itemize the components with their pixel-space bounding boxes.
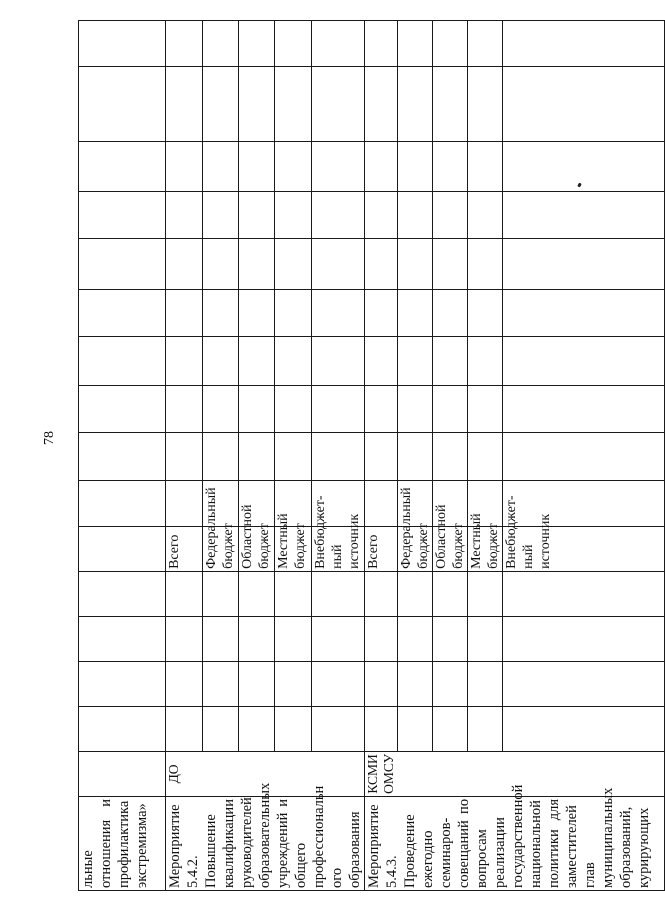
empty-cell — [274, 432, 311, 480]
activity-name-line: курирующих — [636, 807, 652, 888]
empty-cell — [79, 21, 166, 67]
empty-cell — [398, 191, 433, 239]
source-label: Областной — [239, 504, 255, 569]
empty-cell — [468, 191, 503, 239]
empty-cell — [238, 337, 274, 386]
empty-cell — [398, 239, 433, 289]
empty-cell — [468, 386, 503, 432]
empty-cell — [166, 289, 203, 337]
activity-name-line: квалификации — [221, 799, 237, 888]
empty-cell — [503, 67, 665, 142]
table-row — [365, 21, 398, 891]
empty-cell — [238, 432, 274, 480]
activity-name-line: Повышение — [203, 814, 219, 888]
empty-cell — [166, 239, 203, 289]
empty-cell — [166, 571, 203, 616]
empty-cell — [274, 191, 311, 239]
activity-name-line: Проведение — [402, 814, 418, 888]
empty-cell — [468, 142, 503, 191]
activity-name-line: отношения и — [98, 798, 114, 888]
empty-cell — [202, 661, 238, 706]
activity-name-line: общего — [293, 842, 309, 888]
empty-cell — [166, 706, 203, 751]
page-number: 78 — [42, 431, 57, 445]
source-label: Федеральный — [203, 487, 219, 569]
empty-cell — [311, 191, 364, 239]
empty-cell — [166, 21, 203, 67]
empty-cell — [311, 239, 364, 289]
activity-name-line: льные — [80, 850, 96, 888]
empty-cell — [468, 337, 503, 386]
table-row — [166, 21, 203, 891]
empty-cell — [202, 191, 238, 239]
empty-cell — [311, 661, 364, 706]
empty-cell — [398, 289, 433, 337]
empty-cell — [365, 191, 398, 239]
source-label: бюджет — [486, 523, 501, 569]
empty-cell — [311, 706, 364, 751]
table-row — [79, 21, 166, 891]
source-label: бюджет — [220, 523, 236, 569]
empty-cell — [503, 571, 665, 616]
activity-name-line: руководителей — [239, 797, 255, 888]
empty-cell — [238, 661, 274, 706]
activity-name-line: глав — [582, 862, 598, 888]
empty-cell — [398, 142, 433, 191]
empty-cell — [398, 337, 433, 386]
activity-name-line: политики для — [546, 798, 562, 888]
empty-cell — [468, 432, 503, 480]
empty-cell — [311, 616, 364, 661]
empty-cell — [365, 616, 398, 661]
empty-cell — [311, 142, 364, 191]
responsible-cell: КСМИ ОМСУ — [365, 751, 665, 796]
empty-cell — [433, 337, 468, 386]
activity-name-line: совещаний по — [456, 798, 472, 888]
empty-cell — [365, 21, 398, 67]
source-label: бюджет — [416, 523, 431, 569]
source-label: бюджет — [256, 523, 272, 569]
empty-cell — [311, 21, 364, 67]
empty-cell — [238, 142, 274, 191]
empty-cell — [433, 191, 468, 239]
empty-cell — [398, 21, 433, 67]
empty-cell — [238, 706, 274, 751]
empty-cell — [398, 661, 433, 706]
empty-cell — [503, 386, 665, 432]
source-cell — [503, 495, 665, 571]
empty-cell — [468, 67, 503, 142]
empty-cell — [468, 706, 503, 751]
empty-cell — [311, 432, 364, 480]
activity-name-line: 5.4.3. — [384, 855, 400, 888]
empty-cell — [311, 337, 364, 386]
empty-cell — [238, 571, 274, 616]
empty-cell — [365, 386, 398, 432]
empty-cell — [365, 661, 398, 706]
budget-table — [78, 20, 665, 891]
empty-cell — [365, 480, 398, 526]
empty-cell — [238, 21, 274, 67]
empty-cell — [79, 386, 166, 432]
empty-cell — [433, 661, 468, 706]
empty-cell — [166, 386, 203, 432]
empty-cell — [274, 616, 311, 661]
empty-cell — [202, 571, 238, 616]
empty-cell — [398, 706, 433, 751]
empty-cell — [274, 239, 311, 289]
empty-cell — [398, 386, 433, 432]
source-cell — [274, 513, 311, 571]
empty-cell — [503, 191, 665, 239]
empty-cell — [468, 661, 503, 706]
empty-cell — [202, 706, 238, 751]
source-cell — [202, 487, 238, 571]
activity-name-line: 5.4.2. — [185, 855, 201, 888]
activity-name-line: экстремизма» — [134, 803, 150, 888]
activity-name-line: ежегодно — [420, 830, 436, 888]
activity-name-line: заместителей — [564, 805, 580, 888]
empty-cell — [503, 480, 665, 526]
empty-cell — [166, 661, 203, 706]
empty-cell — [433, 21, 468, 67]
empty-cell — [202, 142, 238, 191]
empty-cell — [79, 616, 166, 661]
empty-cell — [433, 706, 468, 751]
empty-cell — [274, 337, 311, 386]
empty-cell — [468, 21, 503, 67]
empty-cell — [433, 67, 468, 142]
empty-cell — [202, 337, 238, 386]
rotated-table-container — [78, 20, 652, 891]
empty-cell — [79, 480, 166, 526]
source-label: Всего — [366, 534, 381, 569]
empty-cell — [79, 432, 166, 480]
activity-name-line: образовательных — [257, 782, 273, 888]
source-label: Местный — [275, 513, 291, 569]
activity-name-line: ого образования — [329, 811, 363, 888]
activity-name-line: Мероприятие — [366, 804, 382, 888]
empty-cell — [503, 142, 665, 191]
empty-cell — [365, 289, 398, 337]
empty-cell — [503, 21, 665, 67]
empty-cell — [79, 571, 166, 616]
empty-cell — [238, 191, 274, 239]
empty-cell — [274, 706, 311, 751]
activity-name-line: профилактика — [116, 800, 132, 888]
empty-cell — [202, 432, 238, 480]
empty-cell — [503, 616, 665, 661]
source-label: Федеральный — [399, 487, 414, 569]
empty-cell — [311, 386, 364, 432]
empty-cell — [433, 239, 468, 289]
empty-cell — [468, 616, 503, 661]
empty-cell — [166, 480, 203, 526]
empty-cell — [433, 432, 468, 480]
empty-cell — [202, 616, 238, 661]
activity-name-line: вопросам — [474, 829, 490, 888]
source-label: бюджет — [292, 523, 308, 569]
source-cell — [365, 526, 398, 571]
empty-cell — [311, 571, 364, 616]
empty-cell — [365, 706, 398, 751]
empty-cell — [274, 386, 311, 432]
empty-cell — [365, 337, 398, 386]
activity-name-line: реализации — [492, 817, 508, 888]
source-label: бюджет — [451, 523, 466, 569]
activity-name-line: Мероприятие — [167, 804, 183, 888]
empty-cell — [166, 142, 203, 191]
activity-name-cell — [365, 784, 665, 890]
empty-cell — [238, 616, 274, 661]
activity-name-line: образований, — [618, 806, 634, 888]
activity-name-line: государственной — [510, 784, 526, 888]
empty-cell — [311, 289, 364, 337]
empty-cell — [398, 432, 433, 480]
responsible-cell — [79, 751, 166, 796]
source-label: ный источник — [521, 513, 553, 569]
empty-cell — [79, 337, 166, 386]
empty-cell — [398, 616, 433, 661]
empty-cell — [202, 239, 238, 289]
empty-cell — [79, 191, 166, 239]
source-label: Внебюджет- — [312, 495, 328, 569]
empty-cell — [238, 67, 274, 142]
empty-cell — [166, 337, 203, 386]
source-cell — [238, 504, 274, 571]
empty-cell — [166, 432, 203, 480]
empty-cell — [503, 432, 665, 480]
empty-cell — [433, 386, 468, 432]
empty-cell — [238, 289, 274, 337]
empty-cell — [166, 67, 203, 142]
empty-cell — [365, 432, 398, 480]
empty-cell — [274, 661, 311, 706]
empty-cell — [238, 386, 274, 432]
empty-cell — [468, 571, 503, 616]
source-cell — [311, 495, 364, 571]
empty-cell — [503, 337, 665, 386]
empty-cell — [503, 706, 665, 751]
responsible-cell: ДО — [166, 751, 365, 796]
empty-cell — [503, 239, 665, 289]
source-cell — [468, 513, 503, 571]
source-label: Всего — [167, 534, 182, 569]
empty-cell — [274, 289, 311, 337]
empty-cell — [202, 289, 238, 337]
activity-name-line: учреждений и — [275, 798, 291, 888]
empty-cell — [202, 67, 238, 142]
empty-cell — [311, 67, 364, 142]
source-cell — [398, 487, 433, 571]
empty-cell — [365, 571, 398, 616]
empty-cell — [433, 289, 468, 337]
activity-name-cell — [166, 782, 365, 890]
empty-cell — [202, 21, 238, 67]
empty-cell — [503, 661, 665, 706]
source-label: Местный — [469, 513, 484, 569]
empty-cell — [365, 239, 398, 289]
empty-cell — [166, 616, 203, 661]
activity-name-line: национальной — [528, 800, 544, 888]
source-label: Внебюджет- — [504, 495, 519, 569]
source-cell — [79, 526, 166, 571]
empty-cell — [79, 239, 166, 289]
empty-cell — [274, 142, 311, 191]
empty-cell — [468, 239, 503, 289]
empty-cell — [468, 289, 503, 337]
empty-cell — [398, 571, 433, 616]
empty-cell — [365, 67, 398, 142]
empty-cell — [433, 142, 468, 191]
empty-cell — [79, 706, 166, 751]
activity-name-line: профессиональн — [311, 785, 327, 888]
empty-cell — [274, 21, 311, 67]
empty-cell — [274, 67, 311, 142]
empty-cell — [166, 191, 203, 239]
empty-cell — [274, 571, 311, 616]
source-label: Областной — [434, 504, 449, 569]
source-cell — [166, 526, 203, 571]
empty-cell — [398, 67, 433, 142]
source-cell — [433, 504, 468, 571]
activity-name-line: муниципальных — [600, 787, 616, 888]
empty-cell — [238, 239, 274, 289]
empty-cell — [365, 142, 398, 191]
empty-cell — [79, 661, 166, 706]
empty-cell — [79, 289, 166, 337]
empty-cell — [433, 571, 468, 616]
empty-cell — [503, 289, 665, 337]
empty-cell — [79, 67, 166, 142]
empty-cell — [202, 386, 238, 432]
activity-name-cell — [79, 796, 166, 890]
source-label: ный источник — [329, 513, 362, 569]
activity-name-line: семинаров- — [438, 817, 454, 888]
empty-cell — [433, 616, 468, 661]
empty-cell — [79, 142, 166, 191]
